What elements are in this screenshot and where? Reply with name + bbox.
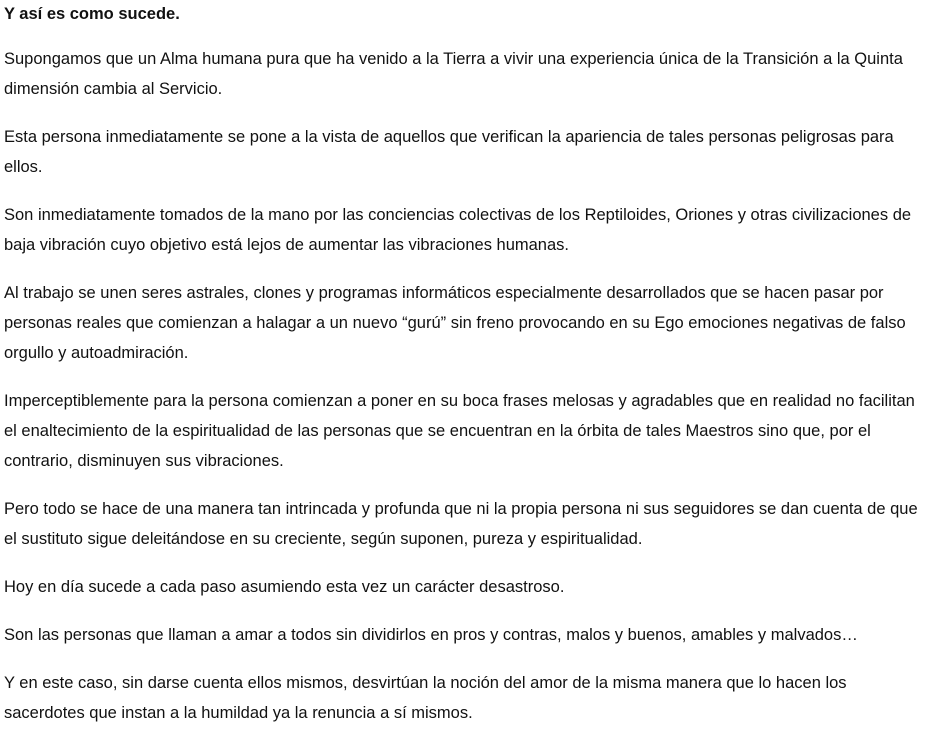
paragraph: Pero todo se hace de una manera tan intrincada y profunda que ni la propia persona ni sus seguidores se dan cuenta de que el sustituto sigue deleitándose en su creciente, según suponen, pureza y espiritualidad. <box>4 500 918 548</box>
paragraph: Son las personas que llaman a amar a todos sin dividirlos en pros y contras, malos y buenos, amables y malvados… <box>4 626 858 644</box>
paragraph: Son inmediatamente tomados de la mano por las conciencias colectivas de los Reptiloides, Oriones y otras civilizaciones de baja vibración cuyo objetivo está lejos de aumentar las vibraciones humanas. <box>4 206 912 254</box>
paragraph: Al trabajo se unen seres astrales, clones y programas informáticos especialmente desarrollados que se hacen pasar por personas reales que comienzan a halagar a un nuevo “gurú” sin freno provocando en su Ego emociones negativas de falso orgullo y autoadmiración. <box>4 284 906 362</box>
paragraph: Hoy en día sucede a cada paso asumiendo esta vez un carácter desastroso. <box>4 578 565 596</box>
article-heading: Y así es como sucede. <box>4 5 180 23</box>
paragraph: Imperceptiblemente para la persona comienzan a poner en su boca frases melosas y agradables que en realidad no facilitan el enaltecimiento de la espiritualidad de las personas que se encuentran en la órbita de tales Maestros sino que, por el contrario, disminuyen sus vibraciones. <box>4 392 915 470</box>
paragraph: Y en este caso, sin darse cuenta ellos mismos, desvirtúan la noción del amor de la misma manera que lo hacen los sacerdotes que instan a la humildad ya la renuncia a sí mismos. <box>4 674 847 722</box>
paragraph: Supongamos que un Alma humana pura que ha venido a la Tierra a vivir una experiencia única de la Transición a la Quinta dimensión cambia al Servicio. <box>4 50 903 98</box>
paragraph: Esta persona inmediatamente se pone a la vista de aquellos que verifican la apariencia de tales personas peligrosas para ellos. <box>4 128 894 176</box>
